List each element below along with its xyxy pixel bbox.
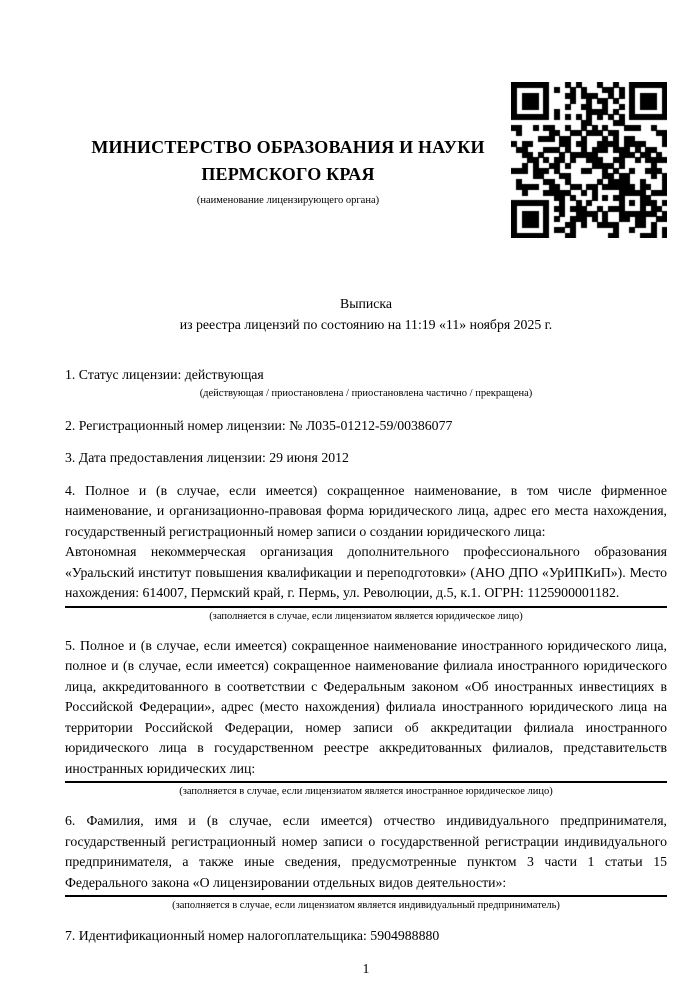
ministry-name-line2: ПЕРМСКОГО КРАЯ (201, 164, 375, 184)
document-title (65, 294, 667, 335)
page-number: 1 (362, 960, 370, 976)
divider-line-legal-entity (65, 606, 667, 608)
item-registration-number: 2. Регистрационный номер лицензии: № Л035-01212-59/00386077 (65, 417, 453, 433)
item-taxpayer-number: 7. Идентификационный номер налогоплательщика: 5904988880 (65, 928, 440, 943)
item-license-status-options: (действующая / приостановлена / приостановлена частично / прекращена) (199, 387, 533, 399)
item-license-date: 3. Дата предоставления лицензии: 29 июня 2012 (65, 450, 349, 465)
item-legal-entity-value: Автономная некоммерческая организация дополнительного профессионального образования «Уральский институт повышения квалификации и переподготовки» (АНО ДПО «УрИПКиП»). Место нахождения: 614007, Пермский край, г. Пермь, ул. Революции, д.5, к.1. ОГРН: 1125900001182. (65, 544, 667, 600)
issuing-authority-caption: (наименование лицензирующего органа) (196, 195, 380, 206)
document-header (65, 82, 667, 238)
item-legal-entity-description: 4. Полное и (в случае, если имеется) сокращенное наименование, в том числе фирменное наименование, и организационно-правовая форма юридического лица, адрес его места нахождения, государственный регистрационный номер записи о создании юридического лица: (65, 482, 667, 539)
item-individual-entrepreneur: 6. Фамилия, имя и (в случае, если имеется) отчество индивидуального предпринимателя, государственный регистрационный номер записи о государственной регистрации индивидуального предпринимателя, а также иные сведения, предусмотренные пунктом 3 части 1 статьи 15 Федерального закона «О лицензировании отдельных видов деятельности»: (65, 813, 667, 890)
ministry-name-line1: МИНИСТЕРСТВО ОБРАЗОВАНИЯ И НАУКИ (91, 137, 485, 157)
divider-line-foreign-entity (65, 781, 667, 783)
rule-caption-legal-entity: (заполняется в случае, если лицензиатом является юридическое лицо) (209, 610, 523, 622)
document-title-line: Выписка (340, 296, 392, 311)
qr-code-icon (511, 82, 667, 238)
item-foreign-entity: 5. Полное и (в случае, если имеется) сокращенное наименование иностранного юридического лица, полное и (в случае, если имеется) сокращенное наименование филиала иностранного юридического лица, аккредитованного в соответствии с Федеральным законом «Об иностранных инвестициях в Российской Федерации», адрес (место нахождения) филиала иностранного юридического лица на территории Российской Федерации, номер записи об аккредитации филиала иностранного юридического лица в государственном реестре аккредитованных филиалов, представительств иностранных юридических лиц: (65, 637, 667, 776)
item-license-status: 1. Статус лицензии: действующая (65, 367, 264, 382)
divider-line-individual-entrepreneur (65, 895, 667, 897)
document-title-date: из реестра лицензий по состоянию на 11:19 «11» ноября 2025 г. (179, 316, 553, 332)
issuing-authority (65, 82, 511, 207)
rule-caption-individual-entrepreneur: (заполняется в случае, если лицензиатом является индивидуальный предприниматель) (172, 900, 560, 911)
rule-caption-foreign-entity: (заполняется в случае, если лицензиатом является иностранное юридическое лицо) (179, 786, 553, 797)
item-legal-entity (65, 481, 667, 604)
